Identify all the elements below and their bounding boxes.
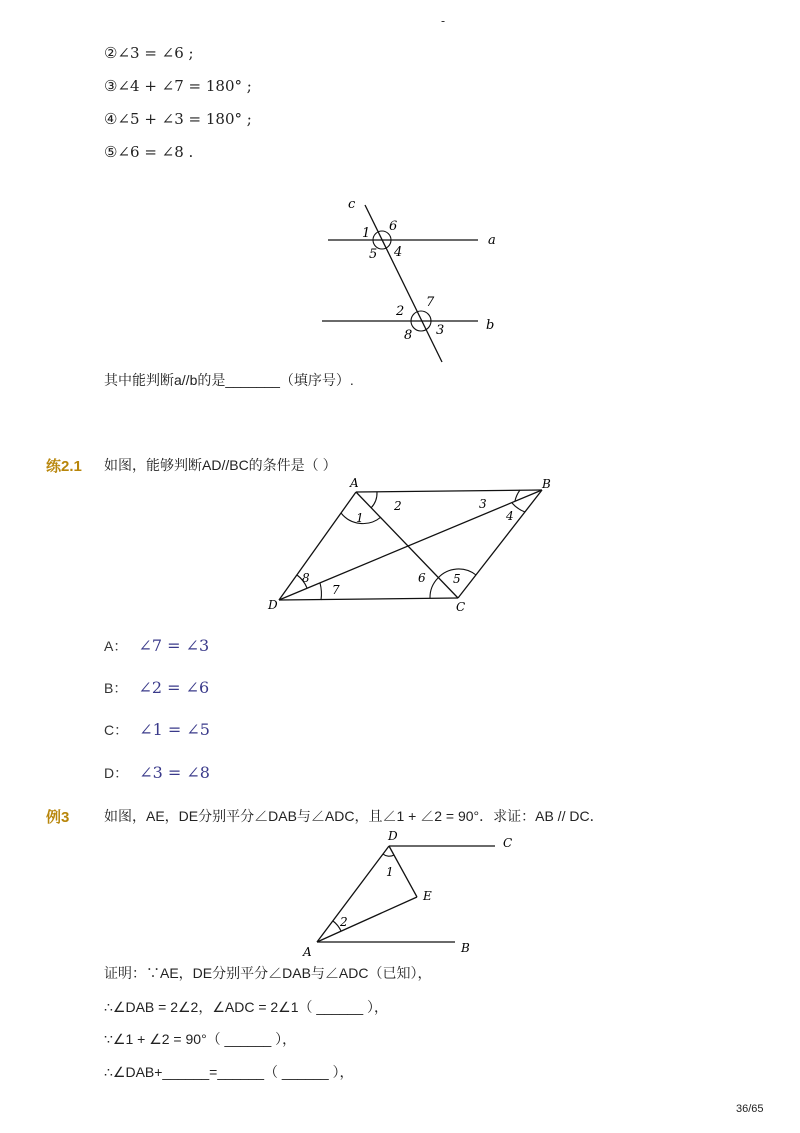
proof-line-3: ∵∠1 + ∠2 = 90°（ ______ ）， [104,1031,297,1047]
label-b: b [486,318,495,333]
arc-angle-2 [371,492,377,508]
angle-7: 7 [426,295,435,310]
side-CD [279,598,458,600]
vertex-A: A [350,476,359,490]
angle-6: 6 [418,571,426,585]
angle-1: 1 [386,865,394,879]
proof-line-1: 证明：∵AE，DE分别平分∠DAB与∠ADC（已知）， [104,965,432,981]
option-d-key: D： [104,765,129,781]
angle-5: 5 [453,572,461,586]
angle-8: 8 [302,571,310,585]
option-d[interactable] [104,763,210,783]
option-c-key: C： [104,722,129,738]
option-c-value: ∠1 = ∠5 [139,720,210,739]
option-a[interactable] [104,636,209,656]
condition-2: ②∠3 = ∠6 ; [104,44,194,62]
proof-line-4: ∴∠DAB+______=______（ ______ ）， [104,1064,354,1080]
angle-4: 4 [506,509,514,523]
label-a: a [488,233,496,248]
exercise-tag: 练2.1 [46,458,82,475]
angle-5: 5 [369,247,378,262]
option-b-value: ∠2 = ∠6 [138,678,210,697]
angle-6: 6 [389,219,398,234]
angle-2: 2 [394,499,402,513]
angle-1: 1 [362,226,371,241]
angle-2: 2 [340,915,348,929]
vertex-D: D [268,598,278,612]
point-E: E [423,889,432,903]
arc-angle-1 [383,854,394,856]
option-a-value: ∠7 = ∠3 [138,636,210,655]
vertex-C: C [456,600,466,614]
option-b-key: B： [104,680,128,696]
arc-angle-7 [320,583,321,600]
arc-angle-4 [512,503,525,512]
side-AB [356,490,542,492]
example-tag: 例3 [46,809,70,826]
point-C: C [503,836,513,850]
top-mark: - [441,14,446,28]
angle-8: 8 [404,328,413,343]
bisector-figure [295,826,525,958]
arc-angle-6 [430,578,438,598]
option-d-value: ∠3 = ∠8 [139,763,210,782]
condition-4: ④∠5 + ∠3 = 180° ; [104,110,252,128]
angle-7: 7 [332,583,340,597]
point-A: A [303,945,312,958]
fig1-question: 其中能判断a//b的是_______（填序号）. [104,372,354,388]
option-c[interactable] [104,720,210,740]
side-BC [458,490,542,598]
angle-2: 2 [396,304,405,319]
example-question: 如图，AE，DE分别平分∠DAB与∠ADC，且∠1 + ∠2 = 90°．求证：AB // DC． [104,808,604,824]
segment-AE [317,897,417,942]
segment-DA [317,846,389,942]
exercise-question: 如图，能够判断AD//BC的条件是（ ） [104,457,337,473]
condition-3: ③∠4 + ∠7 = 180° ; [104,77,252,95]
point-D: D [388,829,398,843]
quadrilateral-figure [262,474,562,619]
angle-4: 4 [394,245,403,260]
angle-3: 3 [479,497,487,511]
vertex-B: B [542,477,551,491]
proof-line-2: ∴∠DAB = 2∠2，∠ADC = 2∠1（ ______ ）， [104,999,389,1015]
parallel-lines-figure [310,190,510,365]
point-B: B [461,941,470,955]
label-c: c [348,197,356,212]
option-b[interactable] [104,678,209,698]
angle-3: 3 [436,323,445,338]
option-a-key: A： [104,638,128,654]
page-number: 36/65 [736,1103,764,1115]
angle-1: 1 [356,511,364,525]
condition-5: ⑤∠6 = ∠8 . [104,143,194,161]
